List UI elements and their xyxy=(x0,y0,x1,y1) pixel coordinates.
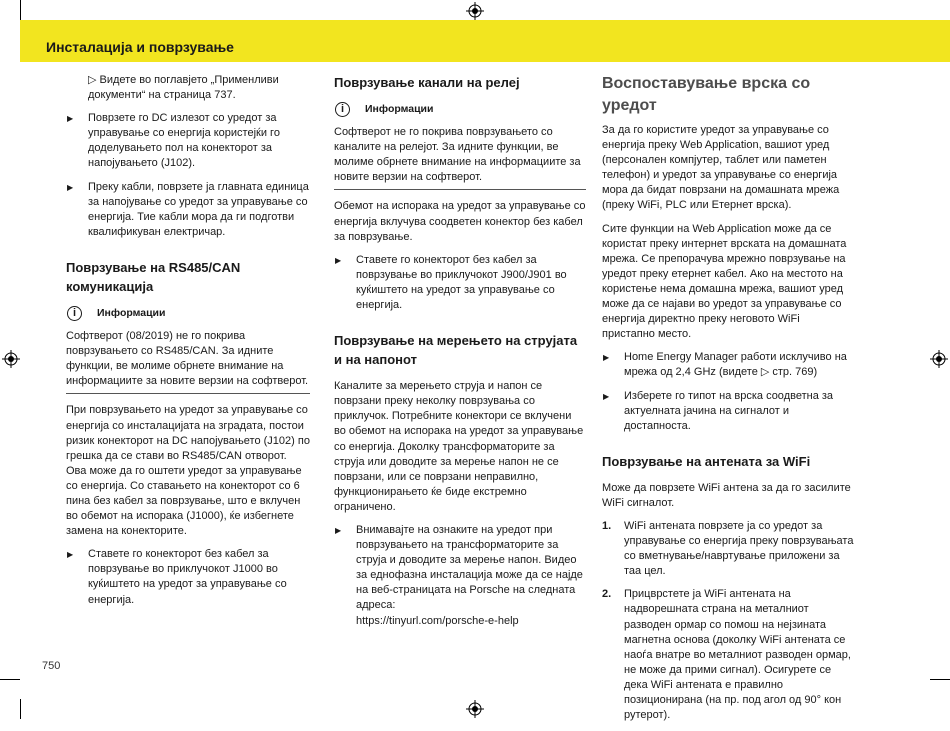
cross-reference: ▷ Видете во поглавјето „Применливи документи“ на страница 737. xyxy=(88,74,279,102)
column-2 xyxy=(334,73,586,629)
registration-mark-icon xyxy=(466,700,484,718)
registration-mark-icon xyxy=(2,350,20,368)
step-text: WiFi антената поврзете ја со уредот за управување со енергија преку поврзувањата со вметнување/навртување приложени за таа цел. xyxy=(624,519,854,578)
crop-mark xyxy=(930,679,950,680)
section-heading: Поврзување на мерењето на струјата и на напонот xyxy=(334,333,578,368)
section-heading: Поврзување канали на релеј xyxy=(334,75,520,90)
info-icon: i xyxy=(67,306,82,321)
bullet-icon: ▶ xyxy=(335,525,342,535)
crop-mark xyxy=(0,679,20,680)
paragraph: Сите функции на Web Application може да се користат преку интернет врската на домашната мрежа. Се препорачува мрежно поврзување на уредот преку етернет кабел. Ако на местото на користење нема домашна мрежа, вашиот уред може да се најави во уредот за управување со енергија директно преку неговото WiFi пристапно место. xyxy=(602,222,847,341)
info-text: Софтверот (08/2019) не го покрива поврзувањето со RS485/CAN. За идните функции, ве молиме обрнете внимание на информациите за новите верзии на софтверот. xyxy=(66,330,309,388)
list-item xyxy=(334,253,586,313)
bullet-icon: ▶ xyxy=(603,391,610,401)
main-heading: Воспоставување врска со уредот xyxy=(602,75,811,114)
list-item-text: Ставете го конекторот без кабел за поврзување во приклучокот J1000 во куќиштето на уредот за управување со енергија. xyxy=(88,548,287,606)
info-title: Информации xyxy=(365,103,434,115)
list-item xyxy=(334,523,586,629)
list-item-text: Изберете го типот на врска соодветна за актуелната јачина на сигналот и достапноста. xyxy=(624,389,834,432)
list-item-text: Внимавајте на ознаките на уредот при поврзувањето на трансформаторите за струја и доводите за мерење напон. Видео за еднофазна инсталација може да се најде на веб-страницата на Porsche на следната адреса: xyxy=(356,523,583,612)
list-item-text: Home Energy Manager работи исклучиво на мрежа од 2,4 GHz (видете ▷ стр. 769) xyxy=(624,351,847,379)
video-link[interactable]: https://tinyurl.com/porsche-e-help xyxy=(356,614,519,627)
bullet-icon: ▶ xyxy=(67,550,74,560)
crop-mark xyxy=(20,0,21,20)
info-box xyxy=(334,102,586,190)
bullet-icon: ▶ xyxy=(67,182,74,192)
section-heading: Поврзување на RS485/CAN комуникација xyxy=(66,259,241,294)
paragraph: За да го користите уредот за управување со енергија преку Web Application, вашиот уред (персонален компјутер, таблет или паметен телефон) и уредот за управување со енергија мора да бидат поврзани на домашната мрежа (преку WiFi, PLC или Етернет врска). xyxy=(602,124,840,212)
info-title: Информации xyxy=(97,306,166,319)
paragraph: Може да поврзете WiFi антена за да го засилите WiFi сигналот. xyxy=(602,481,851,509)
info-icon: i xyxy=(335,102,350,117)
section-heading: Поврзување на антената за WiFi xyxy=(602,453,811,469)
registration-mark-icon xyxy=(930,350,948,368)
section-title: Инсталација и поврзување xyxy=(46,39,234,55)
list-item xyxy=(66,180,310,240)
list-item-text: Поврзете го DC излезот со уредот за управување со енергија користејќи го доделувањето пол на конекторот за напојувањето (J102). xyxy=(88,112,280,170)
step-text: Прицврстете ја WiFi антената на надворешната страна на металниот разводен ормар со помош на нејзината магнетна основа (доколку WiFi антената се наоѓа внатре во металниот разводен ормар, не може да прими сигнал). Осигурете се дека WiFi антената е правилно позиционирана (на пр. под агол од 90° кон рутерот). xyxy=(624,588,851,722)
list-item xyxy=(66,547,310,607)
numbered-step xyxy=(602,587,854,723)
column-1 xyxy=(66,73,310,616)
list-item xyxy=(66,111,310,171)
info-text: Софтверот не го покрива поврзувањето со каналите на релејот. За идните функции, ве молиме обрнете внимание на информациите за новите верзии на софтверот. xyxy=(334,126,581,184)
step-number: 2. xyxy=(602,588,612,601)
registration-mark-icon xyxy=(466,2,484,20)
paragraph: Обемот на испорака на уредот за управување со енергија вклучува соодветен конектор без кабел за поврзување. xyxy=(334,200,586,243)
list-item-text: Преку кабли, поврзете ја главната единица за напојување со уредот за управување со енергија. Тие кабли мора да ги подготви квалификуван електричар. xyxy=(88,180,309,238)
list-item-text: Ставете го конекторот без кабел за поврзување во приклучокот J900/J901 во куќиштето на уредот за управување со енергија. xyxy=(356,253,567,312)
list-item xyxy=(602,350,854,380)
paragraph: Каналите за мерењето струја и напон се поврзани преку неколку поврзувања со приклучок. Потребните конектори се вклучени во обемот на испорака на уредот за управување со енергија. Доколку трансформаторите за струја или доводите за мерење напон не се поврзани, или се поврзани неправилно, функционирањето ќе биде екстремно ограничено. xyxy=(334,380,584,513)
list-item xyxy=(602,389,854,434)
numbered-step xyxy=(602,519,854,579)
column-3 xyxy=(602,73,854,731)
paragraph: При поврзувањето на уредот за управување со енергија со инсталацијата на зградата, постои ризик конекторот на DC напојувањето (J102) по грешка да се стави во RS485/CAN отворот. Ова може да го оштети уредот за управување со енергија. Со ставањето на конекторот со 6 пина без кабел за поврзување, што е вклучен во обемот на испорака (J1000), ќе избегнете замена на конекторите. xyxy=(66,404,310,538)
bullet-icon: ▶ xyxy=(603,353,610,363)
crop-mark xyxy=(20,699,21,719)
step-number: 1. xyxy=(602,519,612,532)
info-box xyxy=(66,306,310,394)
page-number: 750 xyxy=(42,660,61,672)
bullet-icon: ▶ xyxy=(335,255,342,265)
bullet-icon: ▶ xyxy=(67,114,74,124)
